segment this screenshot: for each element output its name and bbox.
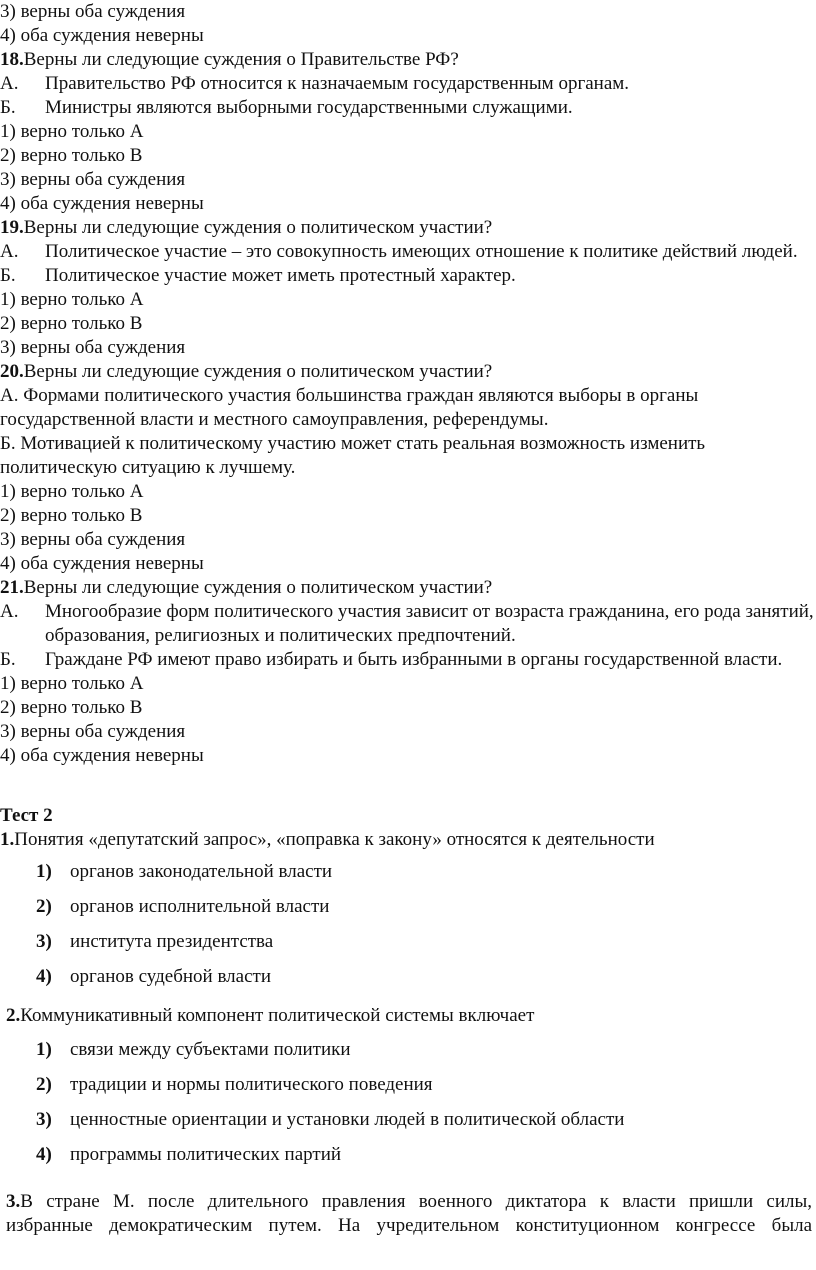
option: 3) верны оба суждения (0, 1, 186, 22)
test2-question-2 (0, 1004, 816, 1028)
option: 1) верно только А (0, 673, 144, 694)
statement-label: А. (0, 241, 19, 262)
choice-number: 1) (36, 861, 52, 882)
statement-text: Политическое участие может иметь протестный характер. (45, 265, 516, 286)
choice (0, 1143, 816, 1178)
statement-b (0, 96, 816, 120)
statement-text: Правительство РФ относится к назначаемым государственным органам. (45, 73, 630, 94)
statement-text: Министры являются выборными государственными служащими. (45, 97, 573, 118)
choice (0, 1108, 816, 1143)
option: 2) верно только В (0, 505, 143, 526)
choice-text: программы политических партий (70, 1144, 342, 1165)
choice-text: органов судебной власти (70, 966, 271, 987)
option: 3) верны оба суждения (0, 169, 186, 190)
question-number: 19. (0, 217, 24, 238)
choice-number: 2) (36, 1074, 52, 1095)
statement-a (0, 600, 816, 648)
choice (0, 895, 816, 930)
choice-text: связи между субъектами политики (70, 1039, 351, 1060)
option: 1) верно только А (0, 121, 144, 142)
statement-label: А. (0, 601, 19, 622)
option: 4) оба суждения неверны (0, 745, 204, 766)
option: 2) верно только В (0, 313, 143, 334)
statement-text: Политическое участие – это совокупность имеющих отношение к политике действий людей. (45, 241, 798, 262)
option: 3) верны оба суждения (0, 337, 186, 358)
choice (0, 965, 816, 1000)
statement-a-line: А. Формами политического участия большинства граждан являются выборы в органы (0, 385, 699, 406)
question-number: 1. (0, 829, 15, 850)
statement-b-line: Б. Мотивацией к политическому участию может стать реальная возможность изменить (0, 433, 706, 454)
choice-number: 1) (36, 1039, 52, 1060)
question-text: Понятия «депутатский запрос», «поправка к закону» относятся к деятельности (14, 829, 655, 850)
statement-text: Граждане РФ имеют право избирать и быть избранными в органы государственной власти. (45, 649, 783, 670)
question-number: 21. (0, 577, 24, 598)
statement-b-line: политическую ситуацию к лучшему. (0, 457, 296, 478)
question-text: Верны ли следующие суждения о политическом участии? (23, 217, 493, 238)
option: 4) оба суждения неверны (0, 553, 204, 574)
choice (0, 1073, 816, 1108)
question-text: Верны ли следующие суждения о политическом участии? (23, 361, 493, 382)
question-21 (0, 576, 816, 600)
statement-a (0, 240, 816, 264)
question-text: В стране М. после длительного правления военного диктатора к власти пришли силы, (20, 1191, 812, 1212)
choice (0, 930, 816, 965)
statement-text: Многообразие форм политического участия зависит от возраста гражданина, его рода занятий, образования, религиозных и политических предпочтений. (45, 601, 814, 646)
choice-number: 4) (36, 966, 52, 987)
choice-number: 4) (36, 1144, 52, 1165)
question-number: 18. (0, 49, 24, 70)
question-text: Верны ли следующие суждения о политическом участии? (23, 577, 493, 598)
choice-number: 3) (36, 1109, 52, 1130)
statement-a-line: государственной власти и местного самоуправления, референдумы. (0, 409, 549, 430)
choice-text: ценностные ориентации и установки людей в политической области (70, 1109, 625, 1130)
option: 4) оба суждения неверны (0, 25, 204, 46)
option: 3) верны оба суждения (0, 529, 186, 550)
question-number: 20. (0, 361, 24, 382)
question-18 (0, 48, 816, 72)
question-19 (0, 216, 816, 240)
question-20 (0, 360, 816, 384)
choice-number: 2) (36, 896, 52, 917)
statement-label: Б. (0, 97, 16, 118)
choice (0, 1038, 816, 1073)
test2-question-1 (0, 828, 816, 852)
choice-text: традиции и нормы политического поведения (70, 1074, 433, 1095)
option: 1) верно только А (0, 289, 144, 310)
option: 1) верно только А (0, 481, 144, 502)
statement-a (0, 72, 816, 96)
statement-label: Б. (0, 265, 16, 286)
choice-text: органов исполнительной власти (70, 896, 330, 917)
choice-number: 3) (36, 931, 52, 952)
question-line: избранные демократическим путем. На учредительном конституционном конгрессе была (6, 1215, 812, 1236)
statement-b (0, 648, 816, 672)
option: 2) верно только В (0, 697, 143, 718)
choice-text: института президентства (70, 931, 274, 952)
question-line (6, 1190, 812, 1214)
test2-question-3 (0, 1190, 816, 1238)
question-text: Верны ли следующие суждения о Правительстве РФ? (23, 49, 459, 70)
question-number: 2. (6, 1005, 21, 1026)
choice (0, 860, 816, 895)
section-title: Тест 2 (0, 805, 53, 826)
statement-b (0, 264, 816, 288)
option: 2) верно только В (0, 145, 143, 166)
question-text: Коммуникативный компонент политической системы включает (20, 1005, 535, 1026)
statement-label: Б. (0, 649, 16, 670)
question-number: 3. (6, 1191, 21, 1212)
option: 3) верны оба суждения (0, 721, 186, 742)
option: 4) оба суждения неверны (0, 193, 204, 214)
choice-text: органов законодательной власти (70, 861, 333, 882)
statement-label: А. (0, 73, 19, 94)
